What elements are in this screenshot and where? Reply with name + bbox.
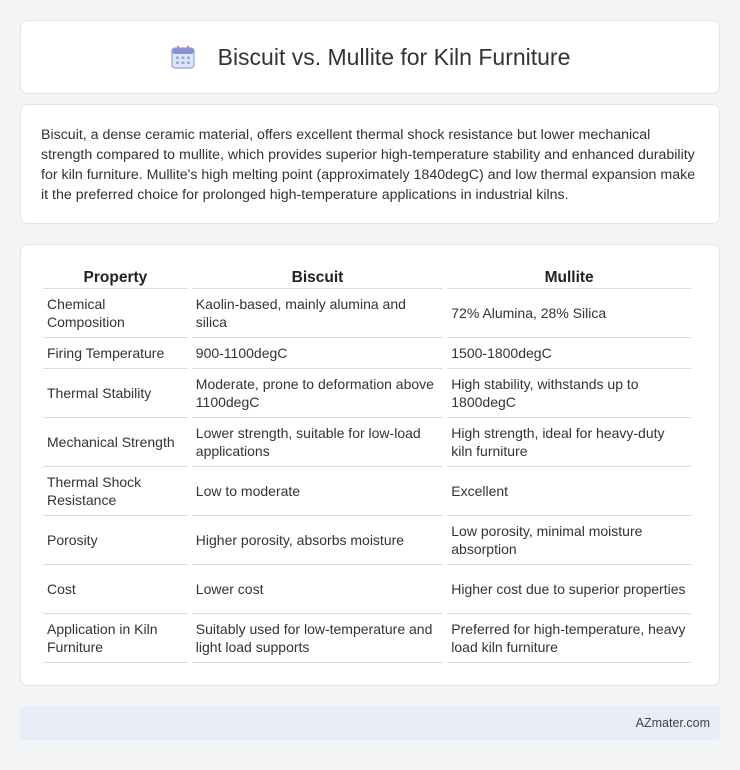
table-row — [43, 369, 691, 418]
comparison-table — [39, 265, 695, 663]
header-biscuit: Biscuit — [192, 265, 443, 289]
biscuit-cell: Lower strength, suitable for low-load applications — [192, 418, 443, 467]
mullite-cell: Higher cost due to superior properties — [447, 565, 691, 614]
mullite-cell: Low porosity, minimal moisture absorption — [447, 516, 691, 565]
property-cell: Chemical Composition — [43, 289, 188, 338]
table-row — [43, 565, 691, 614]
table-row — [43, 516, 691, 565]
mullite-cell: 1500-1800degC — [447, 338, 691, 369]
mullite-cell: High stability, withstands up to 1800degC — [447, 369, 691, 418]
biscuit-cell: Low to moderate — [192, 467, 443, 516]
table-row — [43, 418, 691, 467]
footer-site-name: AZmater.com — [635, 716, 710, 730]
property-cell: Cost — [43, 565, 188, 614]
property-cell: Porosity — [43, 516, 188, 565]
property-cell: Mechanical Strength — [43, 418, 188, 467]
mullite-cell: Preferred for high-temperature, heavy load kiln furniture — [447, 614, 691, 663]
property-cell: Thermal Shock Resistance — [43, 467, 188, 516]
comparison-table-card — [20, 244, 720, 686]
table-row — [43, 614, 691, 663]
calendar-icon — [170, 44, 196, 70]
table-row — [43, 467, 691, 516]
page-title: Biscuit vs. Mullite for Kiln Furniture — [217, 43, 571, 70]
intro-card — [20, 104, 720, 224]
table-row — [43, 338, 691, 369]
biscuit-cell: Suitably used for low-temperature and light load supports — [192, 614, 443, 663]
mullite-cell: High strength, ideal for heavy-duty kiln furniture — [447, 418, 691, 467]
intro-paragraph: Biscuit, a dense ceramic material, offers excellent thermal shock resistance but lower mechanical strength compared to mullite, which provides superior high-temperature stability and enhanced durability for kiln furniture. Mullite's high melting point (approximately 1840degC) and low thermal expansion make it the preferred choice for prolonged high-temperature applications in industrial kilns. — [41, 127, 696, 203]
footer — [20, 706, 720, 740]
property-cell: Thermal Stability — [43, 369, 188, 418]
biscuit-cell: Moderate, prone to deformation above 1100degC — [192, 369, 443, 418]
biscuit-cell: 900-1100degC — [192, 338, 443, 369]
biscuit-cell: Lower cost — [192, 565, 443, 614]
biscuit-cell: Kaolin-based, mainly alumina and silica — [192, 289, 443, 338]
title-card — [20, 20, 720, 94]
mullite-cell: Excellent — [447, 467, 691, 516]
property-cell: Application in Kiln Furniture — [43, 614, 188, 663]
biscuit-cell: Higher porosity, absorbs moisture — [192, 516, 443, 565]
header-property: Property — [43, 265, 188, 289]
mullite-cell: 72% Alumina, 28% Silica — [447, 289, 691, 338]
header-mullite: Mullite — [447, 265, 691, 289]
table-header-row — [43, 265, 691, 289]
table-row — [43, 289, 691, 338]
property-cell: Firing Temperature — [43, 338, 188, 369]
